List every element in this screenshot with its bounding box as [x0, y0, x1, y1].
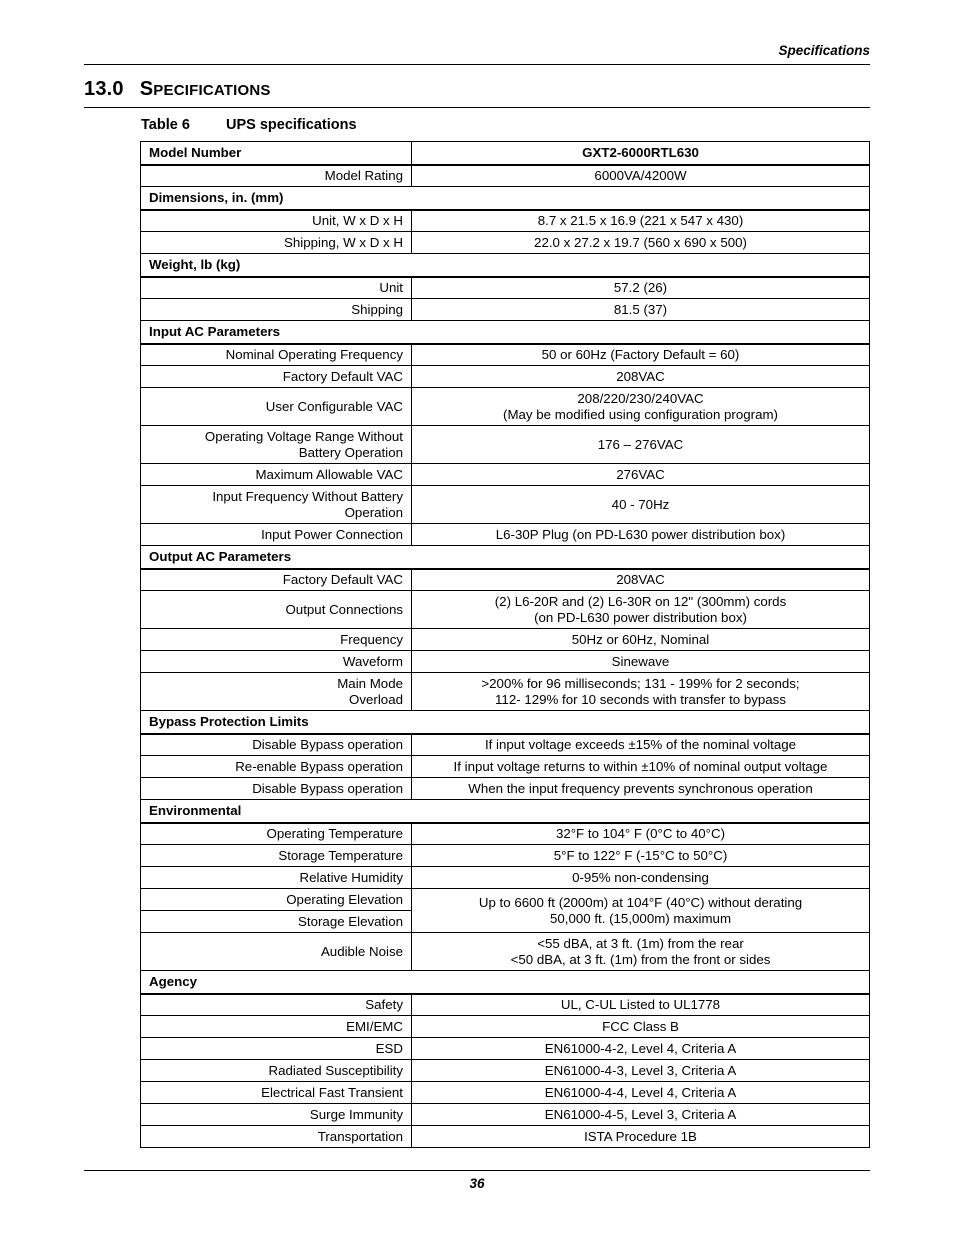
row-label: Unit	[141, 277, 412, 299]
table-row	[141, 651, 870, 673]
row-value: EN61000-4-2, Level 4, Criteria A	[412, 1038, 870, 1060]
value-line-2: <50 dBA, at 3 ft. (1m) from the front or sides	[510, 951, 771, 967]
value-line-1: 208/220/230/240VAC	[577, 390, 704, 406]
row-label	[141, 486, 412, 524]
row-value: 208VAC	[412, 366, 870, 388]
row-value: 50 or 60Hz (Factory Default = 60)	[412, 344, 870, 366]
row-label: Audible Noise	[141, 933, 412, 971]
row-label: Disable Bypass operation	[141, 734, 412, 756]
row-value: Sinewave	[412, 651, 870, 673]
label-line-1: Input Frequency Without Battery	[212, 488, 403, 504]
row-value: L6-30P Plug (on PD-L630 power distribution box)	[412, 524, 870, 546]
section-title-initial: S	[139, 78, 154, 100]
row-value: 6000VA/4200W	[412, 165, 870, 187]
table-row	[141, 426, 870, 464]
header-label: Model Number	[141, 142, 412, 165]
page-number: 36	[469, 1176, 485, 1191]
table-row	[141, 524, 870, 546]
row-value	[412, 591, 870, 629]
table-row	[141, 1082, 870, 1104]
table-row	[141, 210, 870, 232]
row-label: ESD	[141, 1038, 412, 1060]
table-row	[141, 591, 870, 629]
section-heading: Agency	[141, 971, 870, 994]
row-value: ISTA Procedure 1B	[412, 1126, 870, 1148]
row-label: Shipping	[141, 299, 412, 321]
section-title-rest: PECIFICATIONS	[153, 82, 271, 99]
row-label: Operating Temperature	[141, 823, 412, 845]
row-label: Waveform	[141, 651, 412, 673]
section-heading: Output AC Parameters	[141, 546, 870, 569]
row-label: Storage Elevation	[141, 911, 412, 933]
row-value: FCC Class B	[412, 1016, 870, 1038]
row-label: User Configurable VAC	[141, 388, 412, 426]
header-value: GXT2-6000RTL630	[412, 142, 870, 165]
label-line-2: Operation	[344, 504, 403, 520]
row-value	[412, 388, 870, 426]
row-value: 208VAC	[412, 569, 870, 591]
table-row	[141, 1060, 870, 1082]
row-value: EN61000-4-5, Level 3, Criteria A	[412, 1104, 870, 1126]
section-row-bypass	[141, 711, 870, 734]
row-label: Model Rating	[141, 165, 412, 187]
table-row	[141, 165, 870, 187]
row-label: EMI/EMC	[141, 1016, 412, 1038]
row-label: Frequency	[141, 629, 412, 651]
section-row-environmental	[141, 800, 870, 823]
row-label: Surge Immunity	[141, 1104, 412, 1126]
row-value: 50Hz or 60Hz, Nominal	[412, 629, 870, 651]
label-line-2: Overload	[349, 691, 403, 707]
row-value: 32°F to 104° F (0°C to 40°C)	[412, 823, 870, 845]
table-row	[141, 232, 870, 254]
table-row	[141, 277, 870, 299]
table-row	[141, 1104, 870, 1126]
section-row-agency	[141, 971, 870, 994]
section-row-dimensions	[141, 187, 870, 210]
row-label: Shipping, W x D x H	[141, 232, 412, 254]
row-label: Input Power Connection	[141, 524, 412, 546]
row-label: Factory Default VAC	[141, 569, 412, 591]
table-row	[141, 889, 870, 911]
table-row	[141, 486, 870, 524]
table-row	[141, 388, 870, 426]
table-row	[141, 569, 870, 591]
table-row	[141, 994, 870, 1016]
row-label: Nominal Operating Frequency	[141, 344, 412, 366]
row-label: Output Connections	[141, 591, 412, 629]
row-value: 176 – 276VAC	[412, 426, 870, 464]
table-row	[141, 673, 870, 711]
table-row	[141, 1016, 870, 1038]
section-heading: Dimensions, in. (mm)	[141, 187, 870, 210]
value-line-1: <55 dBA, at 3 ft. (1m) from the rear	[537, 935, 744, 951]
row-value: UL, C-UL Listed to UL1778	[412, 994, 870, 1016]
row-label: Electrical Fast Transient	[141, 1082, 412, 1104]
section-heading: Input AC Parameters	[141, 321, 870, 344]
table-row	[141, 867, 870, 889]
value-line-1: Up to 6600 ft (2000m) at 104°F (40°C) without derating	[478, 894, 803, 910]
label-line-1: Operating Voltage Range Without	[204, 428, 403, 444]
section-row-weight	[141, 254, 870, 277]
row-label: Transportation	[141, 1126, 412, 1148]
row-value: 5°F to 122° F (-15°C to 50°C)	[412, 845, 870, 867]
label-line-1: Main Mode	[337, 675, 403, 691]
running-header: Specifications	[778, 43, 870, 58]
row-value: 0-95% non-condensing	[412, 867, 870, 889]
row-value: EN61000-4-3, Level 3, Criteria A	[412, 1060, 870, 1082]
row-value: 8.7 x 21.5 x 16.9 (221 x 547 x 430)	[412, 210, 870, 232]
row-label: Unit, W x D x H	[141, 210, 412, 232]
value-line-1: (2) L6-20R and (2) L6-30R on 12" (300mm) cords	[494, 593, 787, 609]
row-label	[141, 673, 412, 711]
section-heading: Environmental	[141, 800, 870, 823]
label-line-2: Battery Operation	[298, 444, 403, 460]
row-value: 81.5 (37)	[412, 299, 870, 321]
table-row	[141, 1038, 870, 1060]
table-row	[141, 344, 870, 366]
table-row	[141, 366, 870, 388]
table-row	[141, 933, 870, 971]
ups-spec-table	[140, 141, 870, 1148]
row-label: Disable Bypass operation	[141, 778, 412, 800]
table-caption	[141, 117, 357, 133]
table-row	[141, 756, 870, 778]
row-value: If input voltage exceeds ±15% of the nominal voltage	[412, 734, 870, 756]
row-label: Maximum Allowable VAC	[141, 464, 412, 486]
value-line-2: (on PD-L630 power distribution box)	[534, 609, 747, 625]
row-label: Re-enable Bypass operation	[141, 756, 412, 778]
row-label: Factory Default VAC	[141, 366, 412, 388]
table-caption-title: UPS specifications	[226, 117, 357, 133]
table-caption-label: Table 6	[141, 117, 190, 133]
row-value: 40 - 70Hz	[412, 486, 870, 524]
value-line-2: 50,000 ft. (15,000m) maximum	[549, 910, 732, 926]
table-row	[141, 464, 870, 486]
row-label: Relative Humidity	[141, 867, 412, 889]
section-row-output-ac	[141, 546, 870, 569]
section-row-input-ac	[141, 321, 870, 344]
row-label	[141, 426, 412, 464]
section-title	[84, 78, 271, 101]
table-row	[141, 1126, 870, 1148]
section-rule	[84, 107, 870, 108]
table-row	[141, 629, 870, 651]
row-value: If input voltage returns to within ±10% of nominal output voltage	[412, 756, 870, 778]
header-rule	[84, 64, 870, 65]
table-row	[141, 845, 870, 867]
row-value: When the input frequency prevents synchronous operation	[412, 778, 870, 800]
value-line-2: 112- 129% for 10 seconds with transfer to bypass	[495, 691, 786, 707]
table-row	[141, 299, 870, 321]
table-row	[141, 823, 870, 845]
row-value	[412, 933, 870, 971]
row-label: Radiated Susceptibility	[141, 1060, 412, 1082]
table-header-row	[141, 142, 870, 165]
section-heading: Weight, lb (kg)	[141, 254, 870, 277]
row-value	[412, 673, 870, 711]
row-value: 22.0 x 27.2 x 19.7 (560 x 690 x 500)	[412, 232, 870, 254]
row-value: 57.2 (26)	[412, 277, 870, 299]
table-row	[141, 778, 870, 800]
row-value	[412, 889, 870, 933]
row-value: 276VAC	[412, 464, 870, 486]
value-line-2: (May be modified using configuration program)	[503, 406, 778, 422]
section-heading: Bypass Protection Limits	[141, 711, 870, 734]
row-label: Storage Temperature	[141, 845, 412, 867]
section-number: 13.0	[84, 78, 124, 100]
row-label: Safety	[141, 994, 412, 1016]
value-line-1: >200% for 96 milliseconds; 131 - 199% for 2 seconds;	[481, 675, 800, 691]
row-label: Operating Elevation	[141, 889, 412, 911]
table-row	[141, 734, 870, 756]
row-value: EN61000-4-4, Level 4, Criteria A	[412, 1082, 870, 1104]
footer-rule	[84, 1170, 870, 1171]
